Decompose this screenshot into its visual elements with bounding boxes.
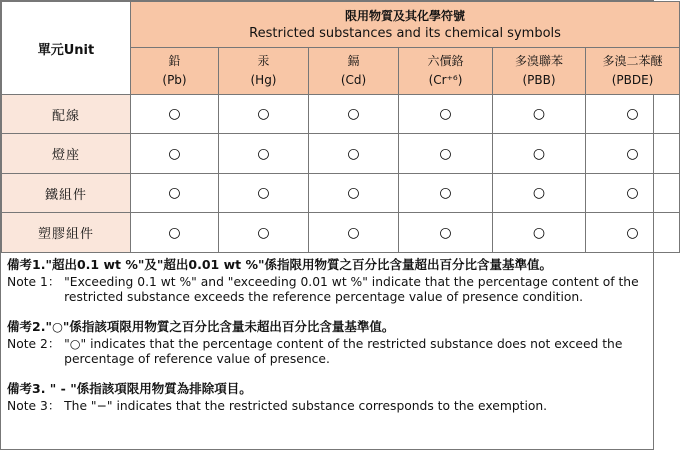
substances-title	[131, 2, 680, 48]
note-block	[7, 381, 647, 414]
presence-mark: ○	[399, 134, 493, 174]
presence-mark: ○	[586, 134, 680, 174]
column-header	[131, 48, 219, 95]
substance-name: 鎘	[347, 54, 360, 68]
substance-name: 多溴二苯醚	[602, 54, 663, 68]
note-english	[7, 399, 647, 414]
row-label: 鐵組件	[2, 174, 131, 213]
presence-mark: ○	[493, 95, 586, 134]
row-label: 燈座	[2, 134, 131, 174]
row-label: 配線	[2, 95, 131, 134]
substance-name: 多溴聯苯	[514, 54, 563, 68]
presence-mark: ○	[399, 95, 493, 134]
title-chinese: 限用物質及其化學符號	[345, 8, 466, 23]
table-row	[2, 213, 680, 253]
note-english	[7, 275, 647, 305]
presence-mark: ○	[131, 213, 219, 253]
substance-symbol: (PBDE)	[611, 73, 654, 87]
substance-symbol: (Hg)	[250, 73, 277, 87]
presence-mark: ○	[309, 95, 399, 134]
presence-mark: ○	[586, 174, 680, 213]
column-header	[493, 48, 586, 95]
title-english: Restricted substances and its chemical symbols	[249, 25, 561, 41]
column-header	[399, 48, 493, 95]
substance-symbol: (Cd)	[340, 73, 367, 87]
presence-mark: ○	[399, 174, 493, 213]
note-text: "○" indicates that the percentage content of the restricted substance does not exceed the percentage of reference value of presence.	[64, 337, 623, 366]
presence-mark: ○	[131, 174, 219, 213]
table-row	[2, 95, 680, 134]
presence-mark: ○	[309, 213, 399, 253]
row-label: 塑膠組件	[2, 213, 131, 253]
substance-name: 鉛	[168, 54, 181, 68]
note-block	[7, 257, 647, 305]
presence-mark: ○	[219, 95, 309, 134]
presence-mark: ○	[131, 134, 219, 174]
presence-mark: ○	[493, 134, 586, 174]
column-header	[586, 48, 680, 95]
note-text: The "−" indicates that the restricted substance corresponds to the exemption.	[64, 399, 548, 413]
presence-mark: ○	[586, 95, 680, 134]
presence-mark: ○	[309, 174, 399, 213]
table-row	[2, 174, 680, 213]
presence-mark: ○	[219, 174, 309, 213]
presence-mark: ○	[399, 213, 493, 253]
substance-symbol: (Cr⁺⁶)	[428, 73, 463, 87]
note-block	[7, 319, 647, 367]
note-label: Note 3：	[7, 399, 61, 413]
substance-symbol: (Pb)	[162, 73, 187, 87]
note-label: Note 1：	[7, 275, 61, 289]
presence-mark: ○	[219, 213, 309, 253]
presence-mark: ○	[586, 213, 680, 253]
notes-section	[1, 253, 653, 414]
note-text: "Exceeding 0.1 wt %" and "exceeding 0.01 wt %" indicate that the percentage content of the restricted substance exceeds the reference percentage value of presence condition.	[64, 275, 639, 304]
column-header	[219, 48, 309, 95]
note-chinese: 備考2."○"係指該項限用物質之百分比含量未超出百分比含量基準值。	[7, 319, 395, 334]
presence-mark: ○	[493, 213, 586, 253]
substance-name: 六價鉻	[427, 54, 464, 68]
substance-name: 汞	[257, 54, 270, 68]
presence-mark: ○	[309, 134, 399, 174]
note-chinese: 備考3. " - "係指該項限用物質為排除項目。	[7, 381, 252, 396]
presence-mark: ○	[131, 95, 219, 134]
note-english	[7, 337, 647, 367]
substance-symbol: (PBB)	[522, 73, 556, 87]
note-label: Note 2：	[7, 337, 61, 351]
restricted-substances-table	[1, 1, 680, 253]
column-header	[309, 48, 399, 95]
presence-mark: ○	[219, 134, 309, 174]
presence-mark: ○	[493, 174, 586, 213]
note-chinese: 備考1."超出0.1 wt %"及"超出0.01 wt %"係指限用物質之百分比含量超出百分比含量基準值。	[7, 257, 552, 272]
unit-header: 單元Unit	[2, 2, 131, 95]
table-row	[2, 134, 680, 174]
